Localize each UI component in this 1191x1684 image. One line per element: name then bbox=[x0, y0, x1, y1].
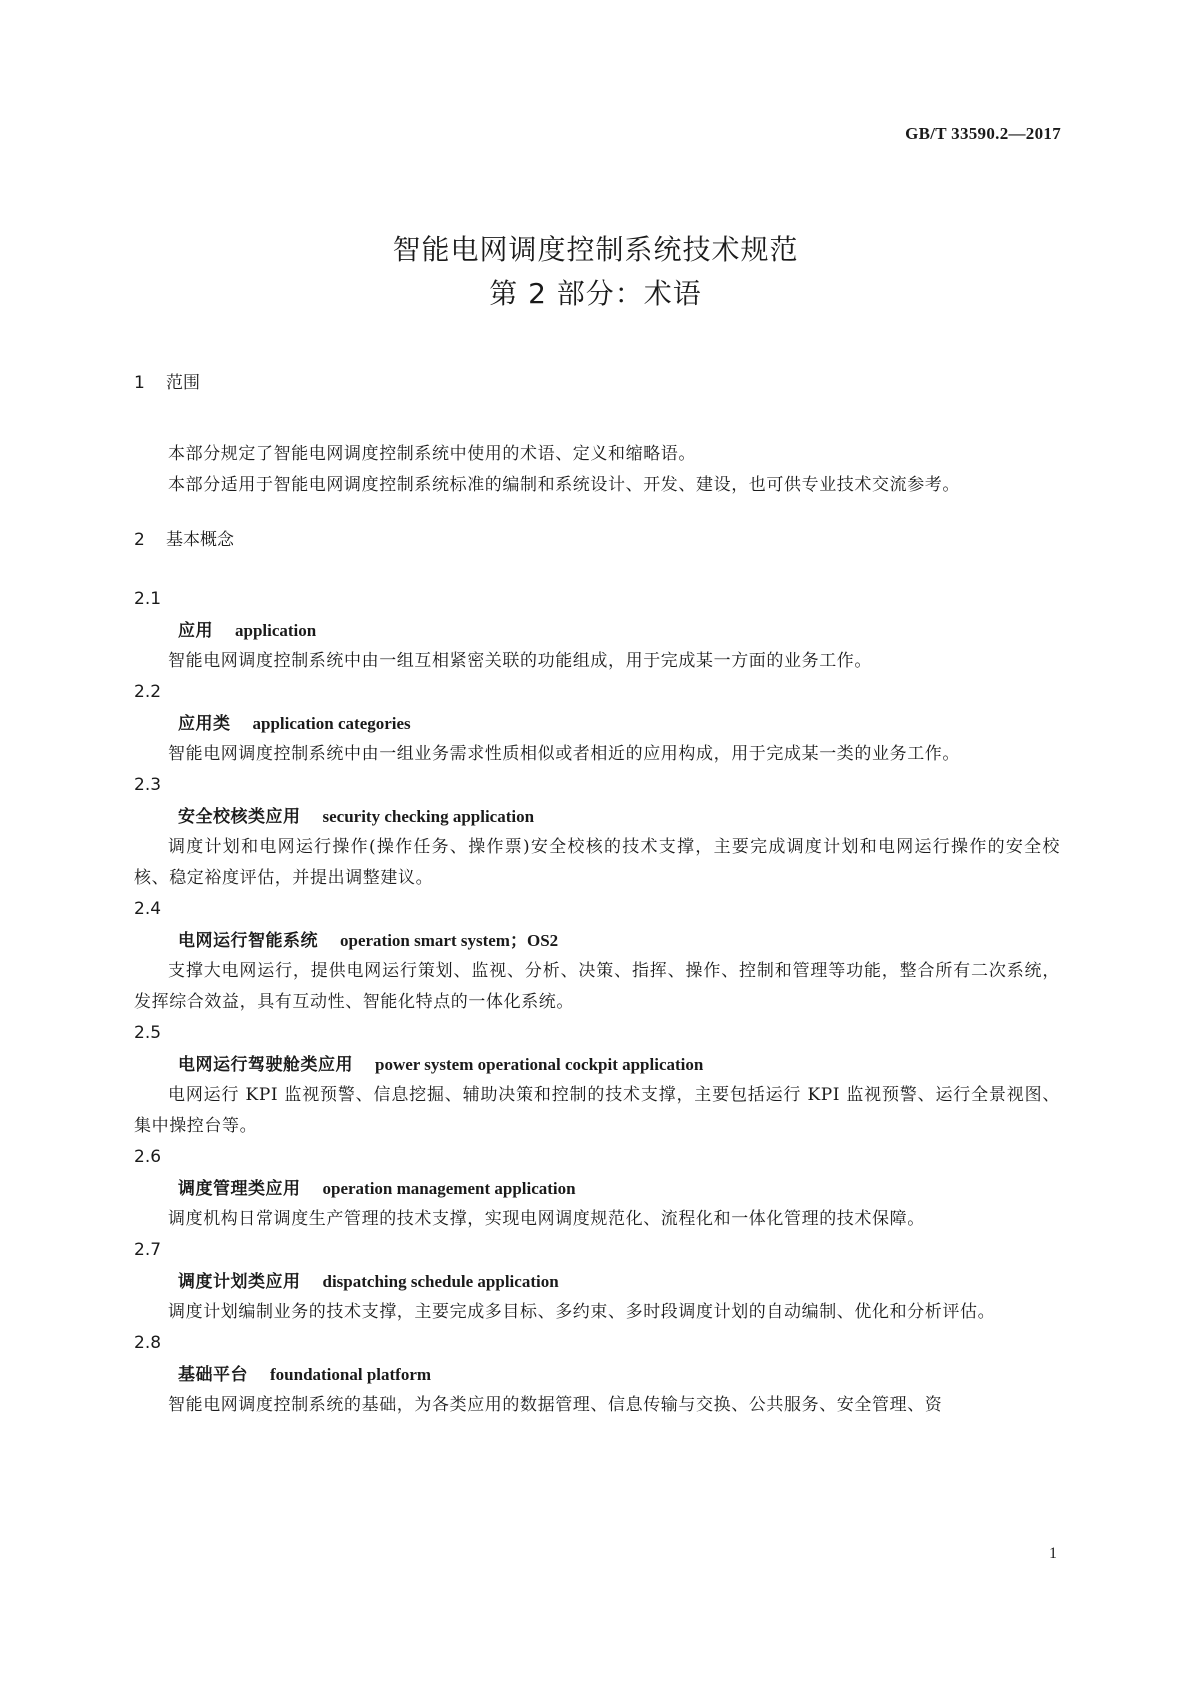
paragraph: 本部分适用于智能电网调度控制系统标准的编制和系统设计、开发、建设，也可供专业技术交流参考。 bbox=[168, 475, 960, 495]
term-entry bbox=[134, 677, 1060, 770]
term-en: application bbox=[235, 621, 317, 640]
term-name bbox=[134, 925, 1060, 956]
term-definition: 调度机构日常调度生产管理的技术支撑，实现电网调度规范化、流程化和一体化管理的技术保障。 bbox=[168, 1209, 925, 1229]
term-definition: 智能电网调度控制系统中由一组业务需求性质相似或者相近的应用构成，用于完成某一类的业务工作。 bbox=[168, 744, 960, 764]
term-en: foundational platform bbox=[270, 1365, 432, 1384]
term-name bbox=[134, 708, 1060, 739]
clause-number: 1 bbox=[134, 373, 145, 393]
term-name bbox=[134, 1173, 1060, 1204]
term-number: 2.8 bbox=[134, 1333, 162, 1353]
term-definition: 电网运行 KPI 监视预警、信息挖掘、辅助决策和控制的技术支撑，主要包括运行 KPI 监视预警、运行全景视图、集中操控台等。 bbox=[134, 1085, 1060, 1136]
term-entry bbox=[134, 894, 1060, 1018]
term-number: 2.4 bbox=[134, 899, 162, 919]
term-entry bbox=[134, 770, 1060, 894]
term-definition: 智能电网调度控制系统的基础，为各类应用的数据管理、信息传输与交换、公共服务、安全管理、资 bbox=[168, 1395, 943, 1415]
term-en: operation smart system；OS2 bbox=[340, 931, 559, 950]
title-line-1: 智能电网调度控制系统技术规范 bbox=[392, 233, 799, 266]
term-number: 2.1 bbox=[134, 589, 162, 609]
term-en: operation management application bbox=[322, 1179, 576, 1198]
clause-title: 基本概念 bbox=[166, 530, 234, 550]
term-zh: 电网运行智能系统 bbox=[178, 931, 318, 951]
term-zh: 调度管理类应用 bbox=[178, 1179, 301, 1199]
term-entry bbox=[134, 1328, 1060, 1421]
term-definition: 调度计划编制业务的技术支撑，主要完成多目标、多约束、多时段调度计划的自动编制、优化和分析评估。 bbox=[168, 1302, 996, 1322]
term-definition: 调度计划和电网运行操作(操作任务、操作票)安全校核的技术支撑，主要完成调度计划和电网运行操作的安全校核、稳定裕度评估，并提出调整建议。 bbox=[134, 837, 1060, 888]
title-line-2: 第 2 部分：术语 bbox=[489, 277, 702, 310]
term-en: security checking application bbox=[322, 807, 535, 826]
document-title bbox=[0, 228, 1191, 316]
paragraph: 本部分规定了智能电网调度控制系统中使用的术语、定义和缩略语。 bbox=[168, 444, 696, 464]
term-entry bbox=[134, 584, 1060, 677]
document-body bbox=[134, 368, 1060, 1421]
term-zh: 基础平台 bbox=[178, 1365, 248, 1385]
term-name bbox=[134, 801, 1060, 832]
term-en: application categories bbox=[252, 714, 411, 733]
term-name bbox=[134, 1049, 1060, 1080]
term-en: dispatching schedule application bbox=[322, 1272, 559, 1291]
term-entry bbox=[134, 1142, 1060, 1235]
term-zh: 应用 bbox=[178, 621, 213, 641]
term-en: power system operational cockpit application bbox=[375, 1055, 704, 1074]
clause-heading-basic-concepts bbox=[134, 525, 1060, 556]
clause-title: 范围 bbox=[166, 373, 200, 393]
page-number: 1 bbox=[1049, 1545, 1057, 1562]
term-number: 2.2 bbox=[134, 682, 162, 702]
term-name bbox=[134, 1359, 1060, 1390]
term-number: 2.6 bbox=[134, 1147, 162, 1167]
clause-number: 2 bbox=[134, 530, 145, 550]
term-zh: 安全校核类应用 bbox=[178, 807, 301, 827]
term-zh: 调度计划类应用 bbox=[178, 1272, 301, 1292]
term-definition: 智能电网调度控制系统中由一组互相紧密关联的功能组成，用于完成某一方面的业务工作。 bbox=[168, 651, 872, 671]
term-number: 2.5 bbox=[134, 1023, 162, 1043]
term-number: 2.3 bbox=[134, 775, 162, 795]
term-definition: 支撑大电网运行，提供电网运行策划、监视、分析、决策、指挥、操作、控制和管理等功能，整合所有二次系统，发挥综合效益，具有互动性、智能化特点的一体化系统。 bbox=[134, 961, 1060, 1012]
term-name bbox=[134, 615, 1060, 646]
term-entry bbox=[134, 1235, 1060, 1328]
term-entry bbox=[134, 1018, 1060, 1142]
clause-heading-scope bbox=[134, 368, 1060, 399]
term-number: 2.7 bbox=[134, 1240, 162, 1260]
term-zh: 电网运行驾驶舱类应用 bbox=[178, 1055, 353, 1075]
term-zh: 应用类 bbox=[178, 714, 231, 734]
term-name bbox=[134, 1266, 1060, 1297]
standard-number: GB/T 33590.2—2017 bbox=[905, 124, 1061, 143]
